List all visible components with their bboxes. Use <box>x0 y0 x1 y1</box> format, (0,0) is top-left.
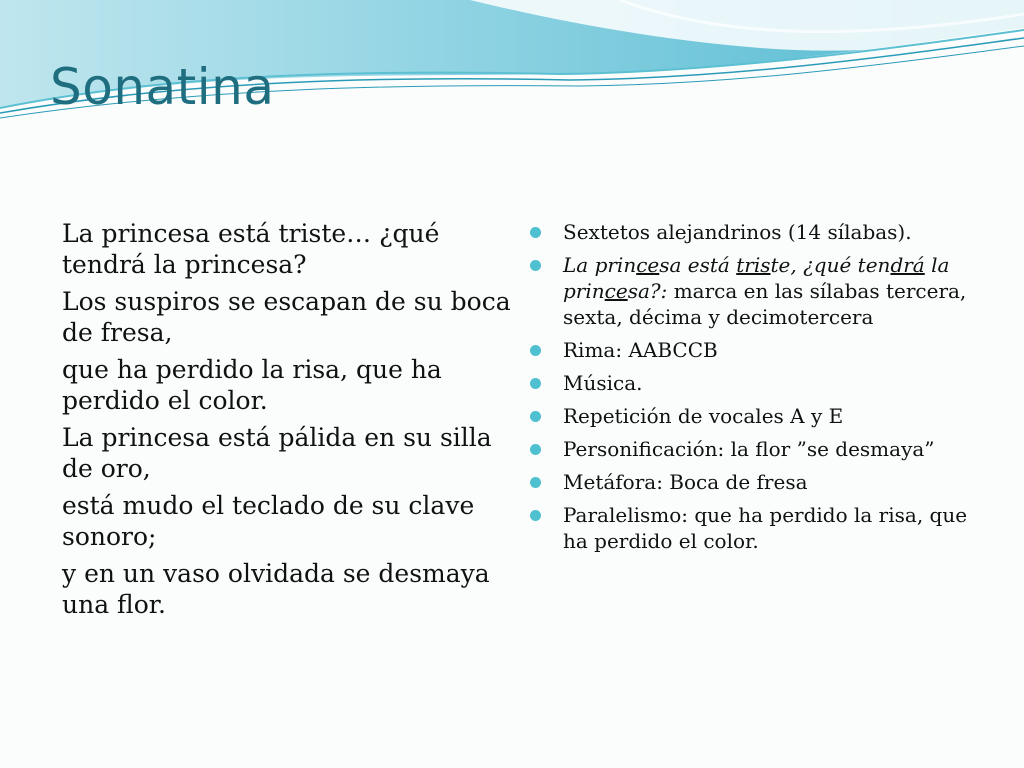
stressed-syllable: tris <box>736 253 771 277</box>
note-text: Música. <box>563 371 643 395</box>
bullet-dot-icon <box>530 444 541 455</box>
slide-title: Sonatina <box>50 58 275 116</box>
poem-text <box>62 218 512 626</box>
stressed-syllable: drá <box>890 253 925 277</box>
bullet-dot-icon <box>530 378 541 389</box>
note-text: Paralelismo: que ha perdido la risa, que ha perdido el color. <box>563 503 968 553</box>
note-text: Sextetos alejandrinos (14 sílabas). <box>563 220 912 244</box>
poem-line: y en un vaso olvidada se desmaya una flor. <box>62 559 490 619</box>
bullet-dot-icon <box>530 260 541 271</box>
bullet-dot-icon <box>530 411 541 422</box>
list-item <box>530 469 970 495</box>
stressed-syllable: ce <box>636 253 660 277</box>
analysis-bullet-list <box>530 219 970 561</box>
note-text: Personificación: la flor ”se desmaya” <box>563 437 935 461</box>
poem-line: está mudo el teclado de su clave sonoro; <box>62 491 475 551</box>
list-item <box>530 252 970 330</box>
list-item <box>530 403 970 429</box>
note-text: Metáfora: Boca de fresa <box>563 470 808 494</box>
list-item <box>530 337 970 363</box>
bullet-dot-icon <box>530 227 541 238</box>
list-item <box>530 436 970 462</box>
list-item <box>530 370 970 396</box>
bullet-dot-icon <box>530 477 541 488</box>
note-text: La princesa está triste, ¿qué tendrá la princesa?: marca en las sílabas tercera, sexta, décima y decimotercera <box>563 253 967 329</box>
poem-line: que ha perdido la risa, que ha perdido el color. <box>62 355 442 415</box>
bullet-dot-icon <box>530 345 541 356</box>
stressed-syllable: ce <box>604 279 628 303</box>
poem-line: La princesa está pálida en su silla de oro, <box>62 423 492 483</box>
list-item <box>530 219 970 245</box>
list-item <box>530 502 970 554</box>
note-text: Rima: AABCCB <box>563 338 718 362</box>
poem-line: La princesa está triste… ¿qué tendrá la princesa? <box>62 219 440 279</box>
bullet-dot-icon <box>530 510 541 521</box>
note-text: Repetición de vocales A y E <box>563 404 844 428</box>
scansion-verse: La princesa está triste, ¿qué tendrá la princesa?: <box>563 253 950 303</box>
poem-line: Los suspiros se escapan de su boca de fresa, <box>62 287 511 347</box>
